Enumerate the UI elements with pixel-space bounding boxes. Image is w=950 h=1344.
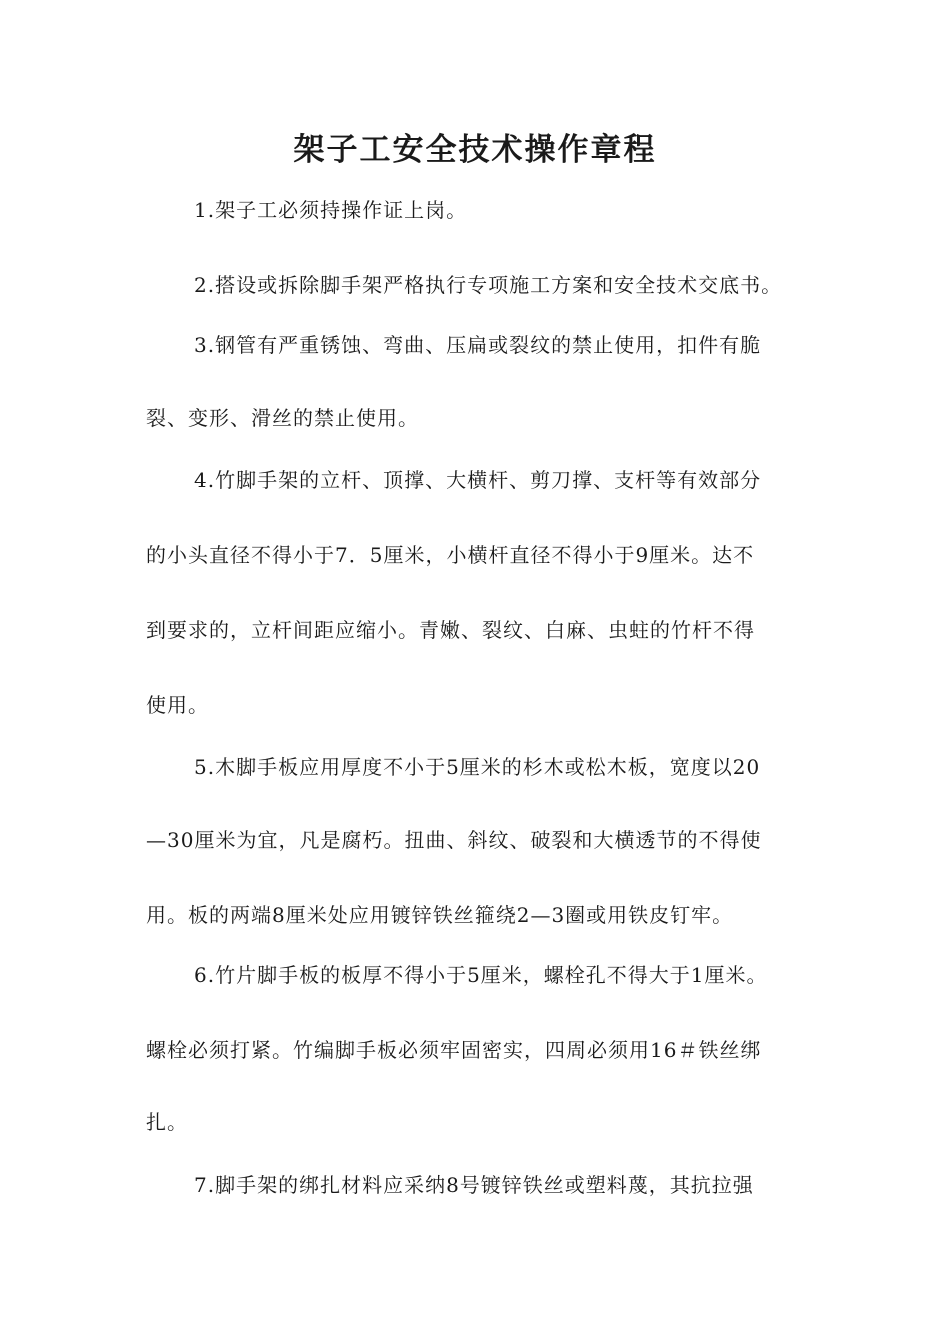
paragraph-5-line-2: —30厘米为宜，凡是腐朽。扭曲、斜纹、破裂和大横透节的不得使 <box>146 828 762 852</box>
paragraph-3-line-2: 裂、变形、滑丝的禁止使用。 <box>146 406 419 430</box>
paragraph-4-line-4: 使用。 <box>146 693 209 717</box>
paragraph-1-line-1: 1.架子工必须持操作证上岗。 <box>194 198 468 222</box>
paragraph-4-line-1: 4.竹脚手架的立杆、顶撑、大横杆、剪刀撑、支杆等有效部分 <box>194 468 762 492</box>
paragraph-2-line-1: 2.搭设或拆除脚手架严格执行专项施工方案和安全技术交底书。 <box>194 273 783 297</box>
document-title: 架子工安全技术操作章程 <box>293 132 657 168</box>
paragraph-5-line-1: 5.木脚手板应用厚度不小于5厘米的杉木或松木板，宽度以20 <box>194 755 761 779</box>
paragraph-6-line-3: 扎。 <box>146 1110 188 1134</box>
paragraph-4-line-3: 到要求的，立杆间距应缩小。青嫩、裂纹、白麻、虫蛀的竹杆不得 <box>146 618 755 642</box>
paragraph-3-line-1: 3.钢管有严重锈蚀、弯曲、压扁或裂纹的禁止使用，扣件有脆 <box>194 333 762 357</box>
paragraph-6-line-1: 6.竹片脚手板的板厚不得小于5厘米，螺栓孔不得大于1厘米。 <box>194 963 768 987</box>
paragraph-5-line-3: 用。板的两端8厘米处应用镀锌铁丝箍绕2—3圈或用铁皮钉牢。 <box>146 903 734 927</box>
paragraph-7-line-1: 7.脚手架的绑扎材料应采纳8号镀锌铁丝或塑料蔑，其抗拉强 <box>194 1173 754 1197</box>
paragraph-6-line-2: 螺栓必须打紧。竹编脚手板必须牢固密实，四周必须用16＃铁丝绑 <box>146 1038 762 1062</box>
paragraph-4-line-2: 的小头直径不得小于7．5厘米，小横杆直径不得小于9厘米。达不 <box>146 543 755 567</box>
